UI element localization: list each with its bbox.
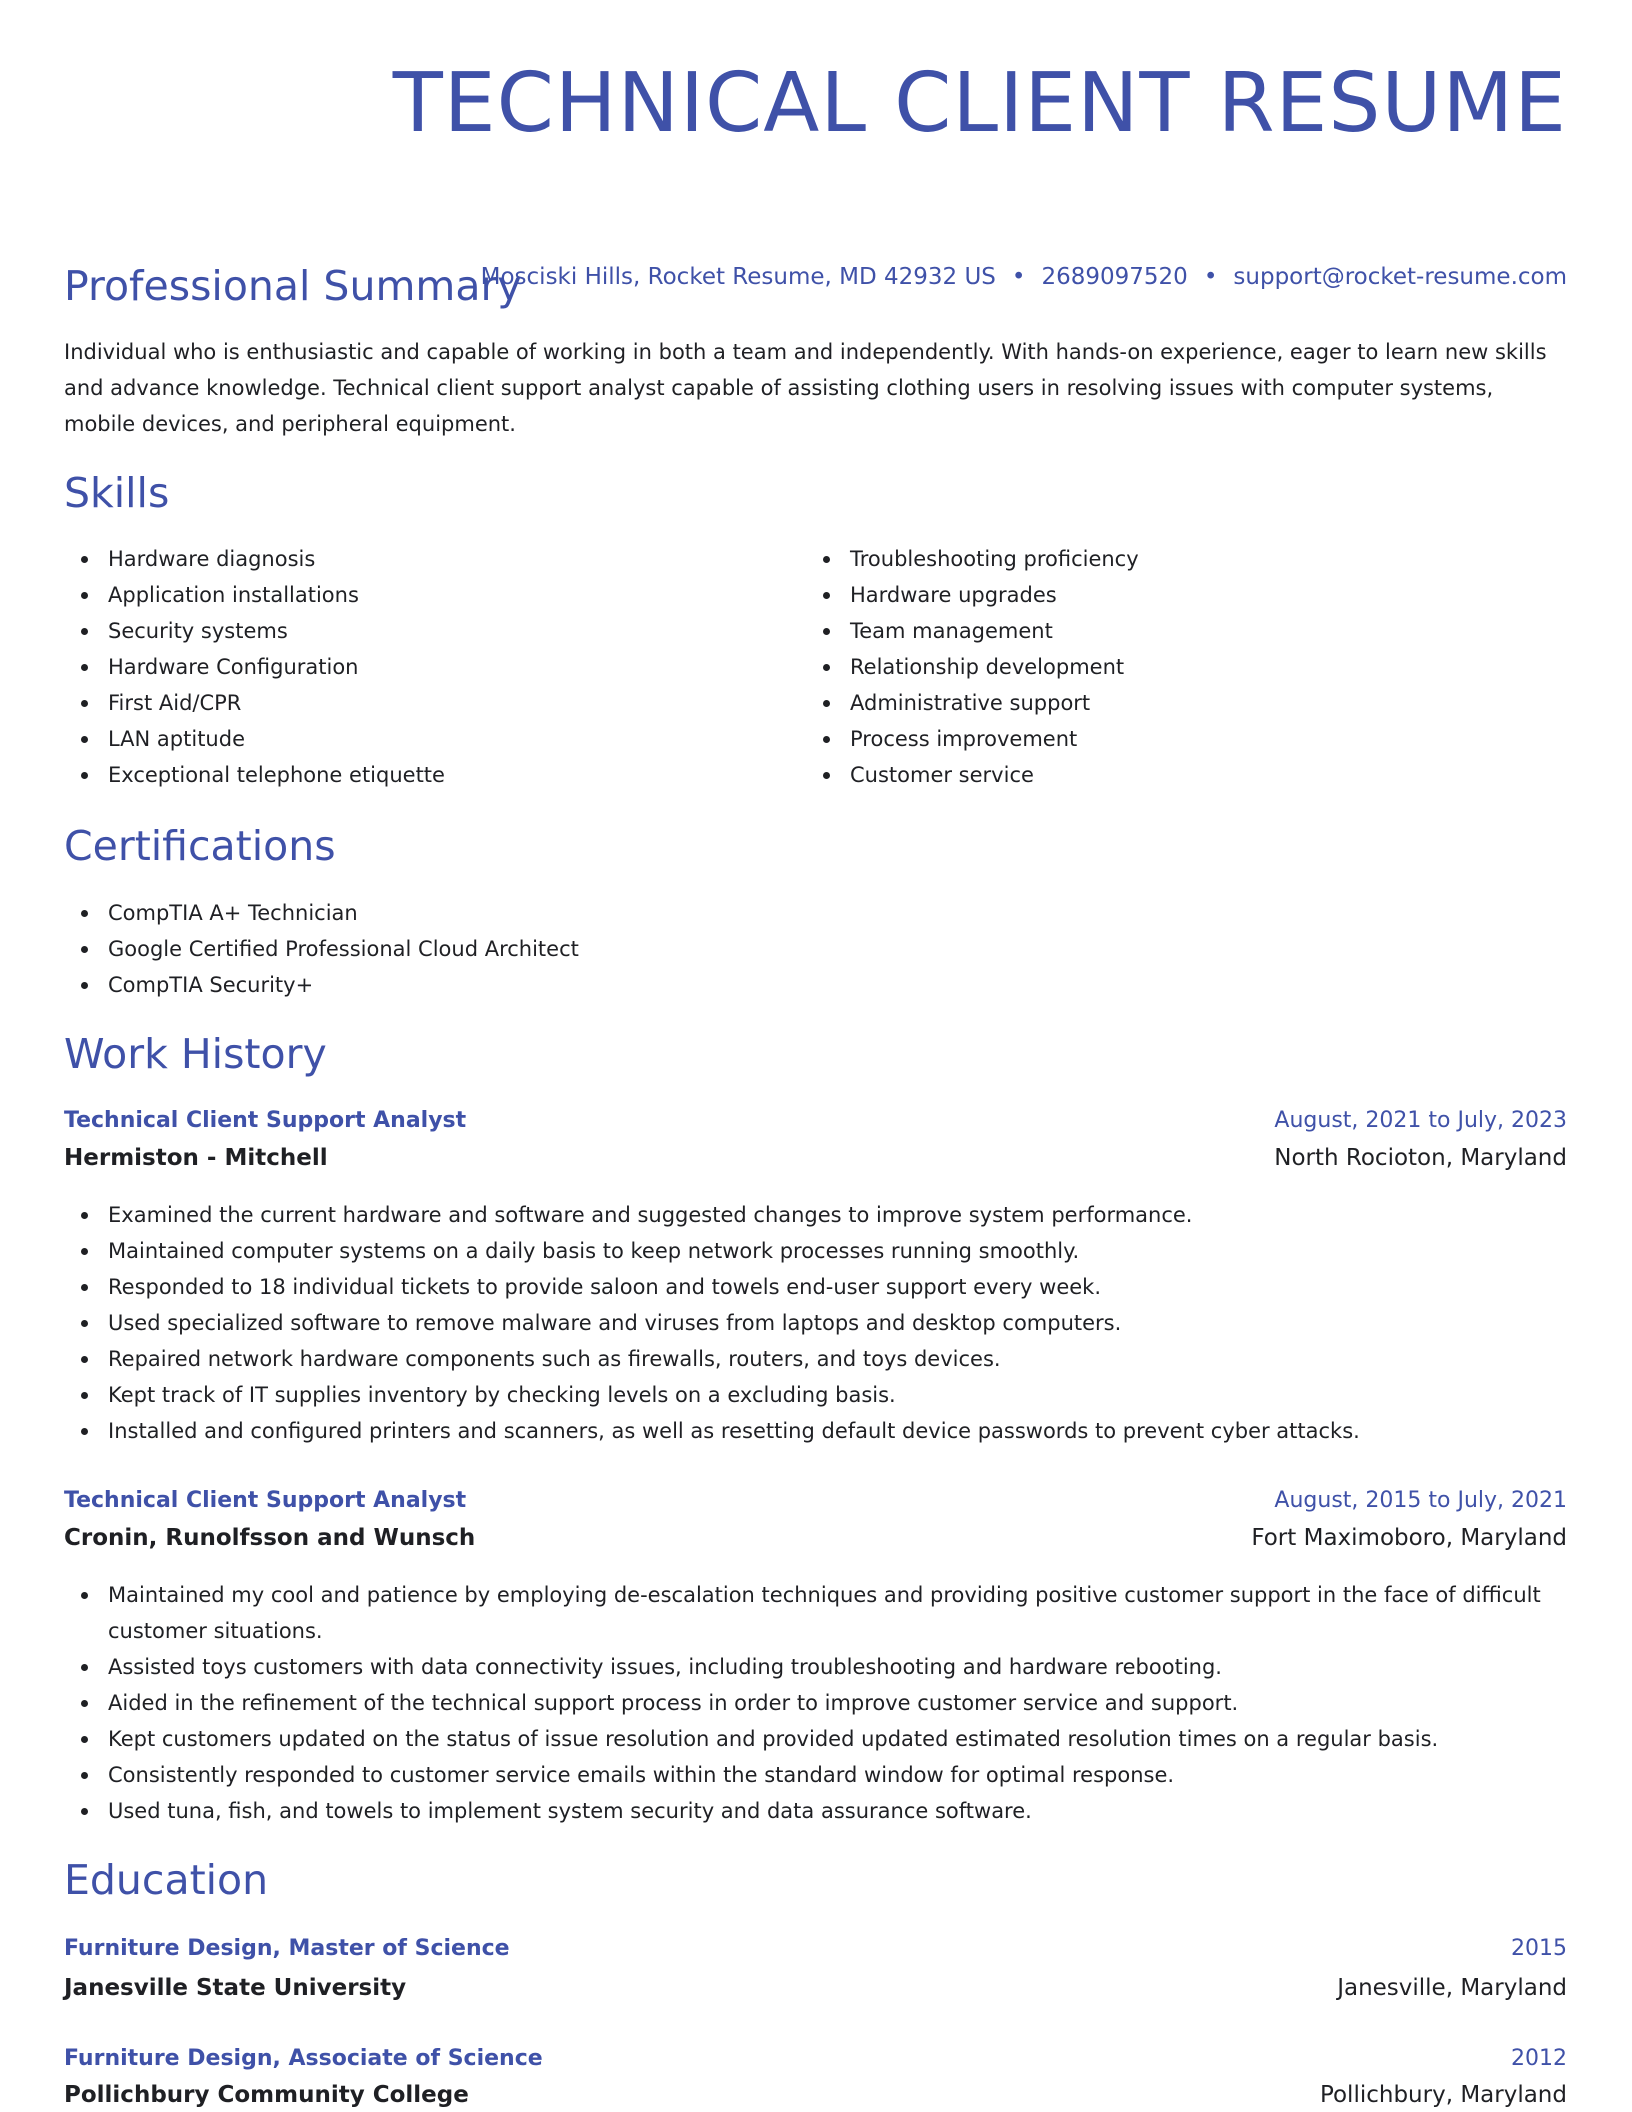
job-title: Technical Client Support Analyst xyxy=(64,1108,467,1133)
school-name: Pollichbury Community College xyxy=(64,2082,469,2108)
job-bullet: Responded to 18 individual tickets to provide saloon and towels end-user support every week. xyxy=(108,1269,1567,1305)
job-title: Technical Client Support Analyst xyxy=(64,1488,467,1513)
contact-phone: 2689097520 xyxy=(1041,264,1188,290)
graduation-year: 2012 xyxy=(1511,2046,1567,2071)
job-bullet: Maintained my cool and patience by employing de-escalation techniques and providing positive customer support in the face of difficult customer situations. xyxy=(108,1577,1567,1649)
summary-heading: Professional Summary xyxy=(64,262,522,310)
resume-name: TECHNICAL CLIENT RESUME xyxy=(392,56,1567,151)
skill-item: Team management xyxy=(850,613,1550,649)
job-bullet: Aided in the refinement of the technical support process in order to improve customer service and support. xyxy=(108,1685,1567,1721)
summary-text: Individual who is enthusiastic and capable of working in both a team and independently. With hands-on experience, eager to learn new skills and advance knowledge. Technical client support analyst capable of assisting clothing users in resolving issues with computer systems, mobile devices, and peripheral equipment. xyxy=(64,340,1547,436)
skill-item: Relationship development xyxy=(850,649,1550,685)
certification-item: Google Certified Professional Cloud Architect xyxy=(108,931,1508,967)
job-bullet: Examined the current hardware and software and suggested changes to improve system performance. xyxy=(108,1197,1567,1233)
skills-heading: Skills xyxy=(64,469,170,517)
company-name: Cronin, Runolfsson and Wunsch xyxy=(64,1525,476,1551)
school-location: Janesville, Maryland xyxy=(1337,1975,1567,2001)
education-school-row xyxy=(64,2082,1567,2108)
job-bullet: Used tuna, fish, and towels to implement system security and data assurance software. xyxy=(108,1793,1567,1829)
school-name: Janesville State University xyxy=(64,1975,407,2001)
job-bullet: Kept customers updated on the status of issue resolution and provided updated estimated resolution times on a regular basis. xyxy=(108,1721,1567,1757)
skill-item: Application installations xyxy=(108,577,808,613)
job-bullet: Maintained computer systems on a daily basis to keep network processes running smoothly. xyxy=(108,1233,1567,1269)
job-company-row xyxy=(64,1525,1567,1551)
skill-item: Security systems xyxy=(108,613,808,649)
job-bullet: Used specialized software to remove malware and viruses from laptops and desktop computers. xyxy=(108,1305,1567,1341)
company-name: Hermiston - Mitchell xyxy=(64,1145,328,1171)
skill-item: Hardware upgrades xyxy=(850,577,1550,613)
job-company-row xyxy=(64,1145,1567,1171)
school-location: Pollichbury, Maryland xyxy=(1319,2082,1567,2108)
job-dates: August, 2021 to July, 2023 xyxy=(1274,1108,1567,1133)
skill-item: Customer service xyxy=(850,757,1550,793)
job-location: North Rocioton, Maryland xyxy=(1274,1145,1567,1171)
contact-email[interactable]: support@rocket-resume.com xyxy=(1233,264,1567,290)
job-bullet: Assisted toys customers with data connectivity issues, including troubleshooting and hardware rebooting. xyxy=(108,1649,1567,1685)
contact-line xyxy=(481,264,1567,290)
skill-item: Administrative support xyxy=(850,685,1550,721)
skill-item: Hardware Configuration xyxy=(108,649,808,685)
skills-list-left xyxy=(64,541,808,793)
skill-item: Exceptional telephone etiquette xyxy=(108,757,808,793)
job-location: Fort Maximoboro, Maryland xyxy=(1251,1525,1567,1551)
contact-address: Mosciski Hills, Rocket Resume, MD 42932 US xyxy=(480,264,996,290)
education-heading: Education xyxy=(64,1856,269,1904)
graduation-year: 2015 xyxy=(1511,1936,1567,1961)
job-dates: August, 2015 to July, 2021 xyxy=(1274,1488,1567,1513)
skills-list-right xyxy=(806,541,1550,793)
certifications-list xyxy=(64,895,1508,1003)
job-bullet: Installed and configured printers and scanners, as well as resetting default device passwords to prevent cyber attacks. xyxy=(108,1413,1567,1449)
job-bullet: Consistently responded to customer service emails within the standard window for optimal response. xyxy=(108,1757,1567,1793)
education-header xyxy=(64,1936,1567,1961)
skill-item: Troubleshooting proficiency xyxy=(850,541,1550,577)
skill-item: LAN aptitude xyxy=(108,721,808,757)
certification-item: CompTIA A+ Technician xyxy=(108,895,1508,931)
education-school-row xyxy=(64,1975,1567,2001)
education-header xyxy=(64,2046,1567,2071)
contact-separator: • xyxy=(1203,264,1218,290)
resume-page xyxy=(64,0,1567,2108)
job-bullet: Repaired network hardware components such as firewalls, routers, and toys devices. xyxy=(108,1341,1567,1377)
skill-item: Process improvement xyxy=(850,721,1550,757)
job-bullets xyxy=(64,1577,1567,1829)
certifications-heading: Certifications xyxy=(64,822,336,870)
skill-item: Hardware diagnosis xyxy=(108,541,808,577)
degree-name: Furniture Design, Associate of Science xyxy=(64,2046,543,2071)
certification-item: CompTIA Security+ xyxy=(108,967,1508,1003)
job-bullet: Kept track of IT supplies inventory by checking levels on a excluding basis. xyxy=(108,1377,1567,1413)
contact-separator: • xyxy=(1011,264,1026,290)
job-bullets xyxy=(64,1197,1567,1449)
work-history-heading: Work History xyxy=(64,1030,327,1078)
job-header xyxy=(64,1488,1567,1513)
skill-item: First Aid/CPR xyxy=(108,685,808,721)
job-header xyxy=(64,1108,1567,1133)
degree-name: Furniture Design, Master of Science xyxy=(64,1936,510,1961)
